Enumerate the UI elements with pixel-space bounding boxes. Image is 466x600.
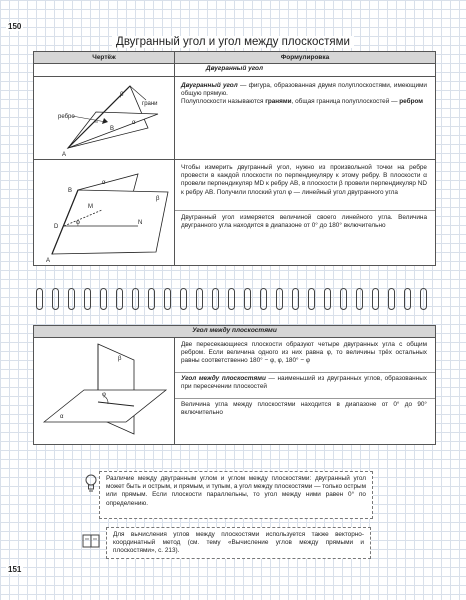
four-dihedral-text: Две пересекающиеся плоскости образуют четыре двугранных угла с общим ребром. Если величина одного из них равна φ, то величины трёх остальных равны соответственно 180° − φ, φ, 180° − φ	[181, 341, 427, 365]
column-header-drawing: Чертёж	[34, 52, 175, 63]
section-dihedral-label: Двугранный угол	[205, 65, 264, 72]
section-dihedral	[34, 64, 435, 73]
binding-ring	[100, 288, 107, 310]
binding-ring	[292, 288, 299, 310]
edge-text: , общая граница полуплоскостей —	[291, 98, 400, 106]
divider	[34, 76, 435, 77]
binding-ring	[308, 288, 315, 310]
label-rebro: ребро	[58, 114, 75, 120]
term-dihedral: Двугранный угол	[181, 82, 238, 89]
dihedral-table	[33, 51, 436, 266]
label-d: D	[54, 224, 59, 230]
binding-ring	[116, 288, 123, 310]
planes-angle-definition	[181, 375, 427, 391]
column-divider	[174, 63, 175, 265]
binding-ring	[84, 288, 91, 310]
binding-ring	[388, 288, 395, 310]
label-m: M	[88, 204, 93, 210]
label-phi: φ	[76, 220, 80, 226]
page-title-text: Двугранный угол и угол между плоскостями	[112, 36, 354, 48]
book-icon	[82, 533, 100, 549]
binding-ring	[260, 288, 267, 310]
note-vector-method: Для вычисления углов между плоскостями используется также векторно-координатный метод (см. тему «Вычисление углов между прямыми и плоскостями», с. 213).	[106, 527, 371, 559]
faces-text: Полуплоскости называются	[181, 98, 266, 106]
term-edge: ребром	[399, 98, 424, 106]
term-faces: гранями	[265, 98, 292, 106]
row-divider	[175, 372, 435, 373]
binding-ring	[52, 288, 59, 310]
page-number-bottom: 151	[8, 565, 22, 574]
binding-ring	[404, 288, 411, 310]
label-beta: β	[156, 196, 160, 202]
dihedral-definition	[181, 82, 427, 107]
column-header-formulation: Формулировка	[280, 54, 330, 61]
label-grani: грани	[142, 101, 158, 107]
section-planes-angle-label: Угол между плоскостями	[192, 327, 277, 334]
label-b: B	[68, 188, 73, 194]
section-planes-angle	[34, 327, 435, 334]
planes-angle-table	[33, 325, 436, 445]
page-number-top: 150	[8, 22, 22, 31]
binding-ring	[324, 288, 331, 310]
label-phi: φ	[102, 392, 106, 398]
label-alpha: α	[132, 120, 136, 126]
intersecting-planes-figure	[38, 340, 172, 440]
table-header	[34, 52, 435, 64]
label-beta: β	[120, 92, 124, 98]
binding-ring	[68, 288, 75, 310]
measure-dihedral-text: Чтобы измерить двугранный угол, нужно из произвольной точки на ребре провести в каждой плоскости по перпендикуляру к этому ребру. В плоскости α провели перпендикуляр MD к ребру AB, в плоскости β провели перпендикуляр ND к ребру AB. Получили плоский угол φ — линейный угол двугранного угла	[181, 164, 427, 196]
label-n: N	[138, 220, 143, 226]
row-divider	[34, 159, 435, 160]
binding-ring	[164, 288, 171, 310]
binding-ring	[196, 288, 203, 310]
label-b: B	[110, 126, 115, 132]
binding-ring	[180, 288, 187, 310]
planes-angle-range-text: Величина угла между плоскостями находится в диапазоне от 0° до 90° включительно	[181, 401, 427, 417]
planes-angle-text: — наименьший из двугранных углов, образованных при пересечении плоскостей	[181, 375, 427, 391]
label-beta: β	[118, 356, 122, 362]
binding-ring	[340, 288, 347, 310]
linear-angle-figure	[38, 162, 172, 262]
label-alpha: α	[60, 414, 64, 420]
column-divider	[174, 338, 175, 444]
row-divider	[175, 398, 435, 399]
note-difference: Различие между двугранным углом и углом между плоскостями: двугранный угол может быть и острым, и прямым, и тупым, а угол между плоскостями — только острым или прямым. Если плоскости параллельны, то угол между ними равен 0° по определению.	[99, 471, 373, 519]
binding-ring	[372, 288, 379, 310]
binding-ring	[356, 288, 363, 310]
label-alpha: α	[102, 180, 106, 186]
label-a: A	[46, 258, 51, 262]
plane-beta	[52, 190, 168, 254]
lightbulb-icon	[84, 474, 98, 492]
binding-ring	[276, 288, 283, 310]
page-title	[0, 36, 466, 48]
term-planes-angle: Угол между плоскостями	[181, 375, 266, 382]
binding-ring	[36, 288, 43, 310]
binding-ring	[148, 288, 155, 310]
binding-ring	[212, 288, 219, 310]
row-divider	[175, 210, 435, 211]
binding-ring	[228, 288, 235, 310]
label-a: A	[62, 152, 67, 158]
binding-ring	[420, 288, 427, 310]
dihedral-angle-figure	[38, 78, 170, 158]
binding-ring	[244, 288, 251, 310]
definition-text: — фигура, образованная двумя полуплоскостями, имеющими общую прямую.	[181, 82, 427, 98]
binding-ring	[132, 288, 139, 310]
dihedral-range-text: Двугранный угол измеряется величиной своего линейного угла. Величина двугранного угла находится в диапазоне от 0° до 180° включительно	[181, 214, 427, 230]
